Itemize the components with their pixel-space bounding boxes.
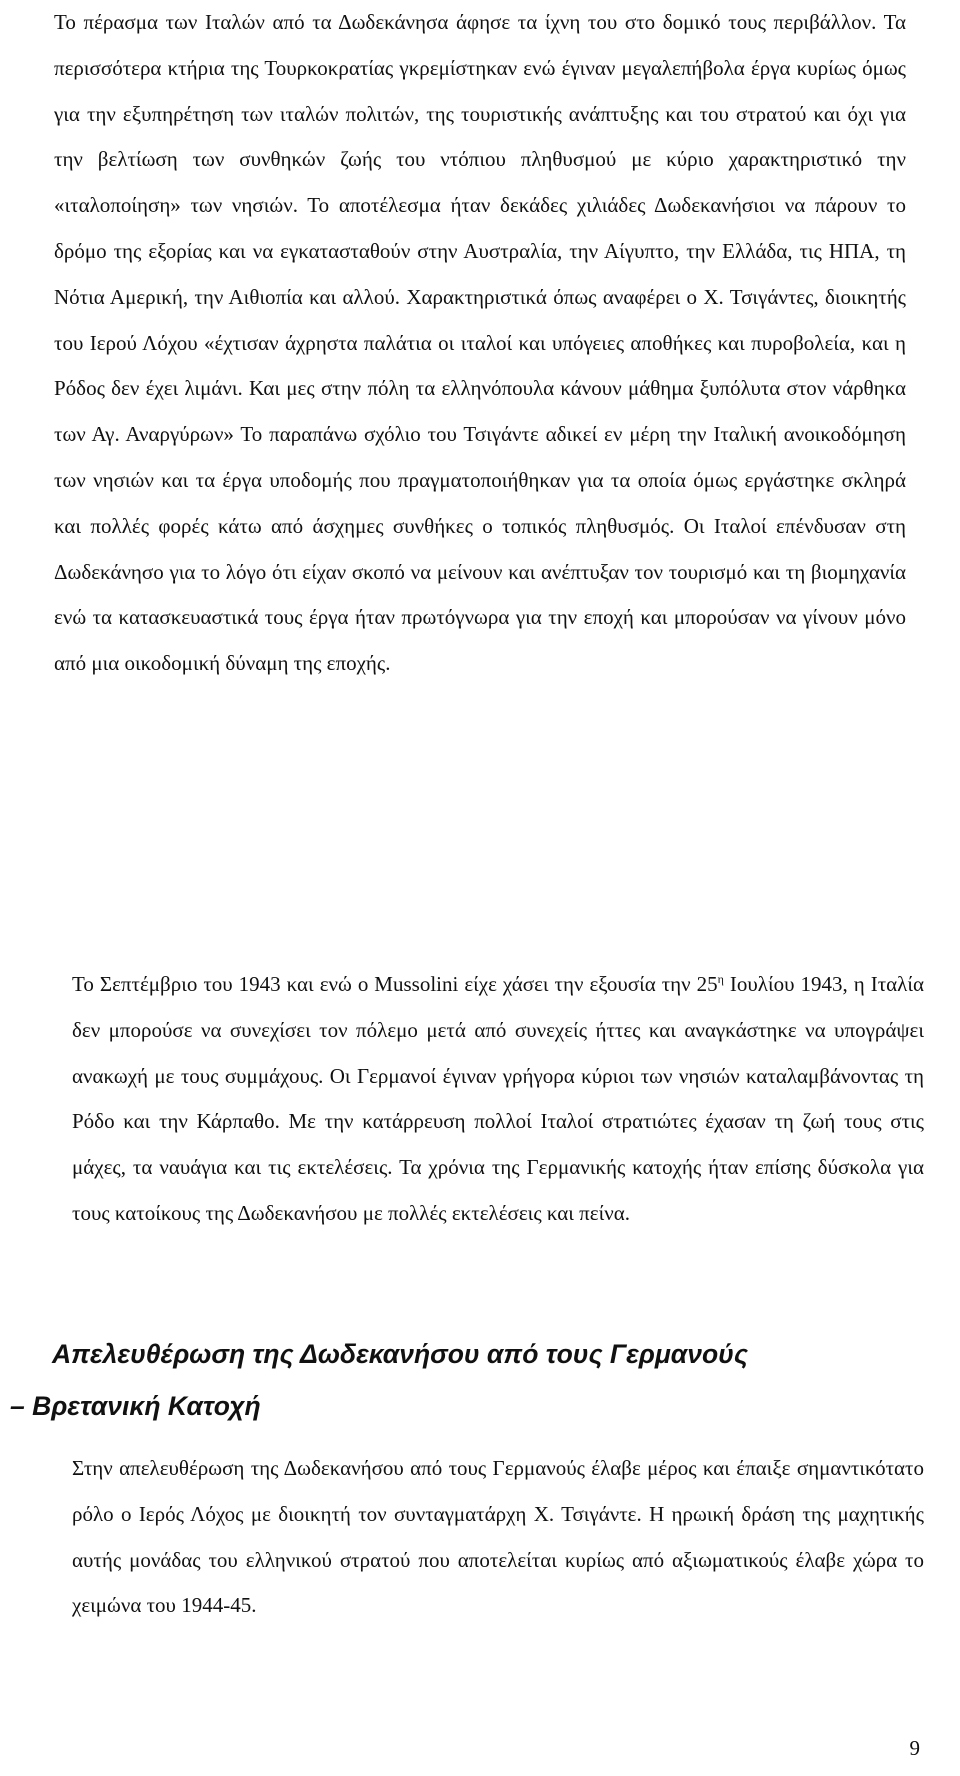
ordinal-superscript: η xyxy=(717,972,724,986)
paragraph-italian-legacy: Το πέρασμα των Ιταλών από τα Δωδεκάνησα άφησε τα ίχνη του στο δομικό τους περιβάλλον. Τα περισσότερα κτήρια της Τουρκοκρατίας γκρεμίστηκαν ενώ έγιναν μεγαλεπήβολα έργα κυρίως όμως για την εξυπηρέτηση των ιταλών πολιτών, της τουριστικής ανάπτυξης και του στρατού και όχι για την βελτίωση των συνθηκών ζωής του ντόπιου πληθυσμού με κύριο χαρακτηριστικό την «ιταλοποίηση» των νησιών. Το αποτέλεσμα ήταν δεκάδες χιλιάδες Δωδεκανήσιοι να πάρουν το δρόμο της εξορίας και να εγκατασταθούν στην Αυστραλία, την Αίγυπτο, την Ελλάδα, τις ΗΠΑ, τη Νότια Αμερική, την Αιθιοπία και αλλού. Χαρακτηριστικά όπως αναφέρει ο Χ. Τσιγάντες, διοικητής του Ιερού Λόχου «έχτισαν άχρηστα παλάτια οι ιταλοί και υπόγειες αποθήκες και πυροβολεία, και η Ρόδος δεν έχει λιμάνι. Και μες στην πόλη τα ελληνόπουλα κάνουν μάθημα ξυπόλυτα στον νάρθηκα των Αγ. Αναργύρων» Το παραπάνω σχόλιο του Τσιγάντε αδικεί εν μέρη την Ιταλική ανοικοδόμηση των νησιών και τα έργα υποδομής που πραγματοποιήθηκαν για τα οποία όμως εργάστηκε σκληρά και πολλές φορές κάτω από άσχημες συνθήκες ο τοπικός πληθυσμός. Οι Ιταλοί επένδυσαν στη Δωδεκάνησο για το λόγο ότι είχαν σκοπό να μείνουν και ανέπτυξαν τον τουρισμό και τη βιομηχανία ενώ τα κατασκευαστικά τους έργα ήταν πρωτόγνωρα για την εποχή και μπορούσαν να γίνουν μόνο από μια οικοδομική δύναμη της εποχής. xyxy=(54,10,906,676)
paragraph-text-end: Ιουλίου 1943, η Ιταλία δεν μπορούσε να συνεχίσει τον πόλεμο μετά από συνεχείς ήττες και αναγκάστηκε να υπογράψει ανακωχή με τους συμμάχους. Οι Γερμανοί έγιναν γρήγορα κύριοι των νησιών καταλαμβάνοντας τη Ρόδο και την Κάρπαθο. Με την κατάρρευση πολλοί Ιταλοί στρατιώτες έχασαν τη ζωή τους στις μάχες, τα ναυάγια και τις εκτελέσεις. Τα χρόνια της Γερμανικής κατοχής ήταν επίσης δύσκολα για τους κατοίκους της Δωδεκανήσου με πολλές εκτελέσεις και πείνα. xyxy=(72,972,925,1225)
section-heading-line-2: – Βρετανική Κατοχή xyxy=(10,1391,261,1421)
page-number: 9 xyxy=(909,1736,920,1760)
paragraph-german-occupation xyxy=(54,962,924,1237)
paragraph-liberation: Στην απελευθέρωση της Δωδεκανήσου από τους Γερμανούς έλαβε μέρος και έπαιξε σημαντικότατο ρόλο ο Ιερός Λόχος με διοικητή τον συνταγματάρχη Χ. Τσιγάντε. Η ηρωική δράση της μαχητικής αυτής μονάδας του ελληνικού στρατού που αποτελείται κυρίως από αξιωματικούς έλαβε χώρα το χειμώνα του 1944-45. xyxy=(72,1456,924,1618)
paragraph-text-start: Το Σεπτέμβριο του 1943 και ενώ ο Mussolini είχε χάσει την εξουσία την 25 xyxy=(72,972,718,996)
section-heading-line-1: Απελευθέρωση της Δωδεκανήσου από τους Γερμανούς xyxy=(52,1339,748,1369)
